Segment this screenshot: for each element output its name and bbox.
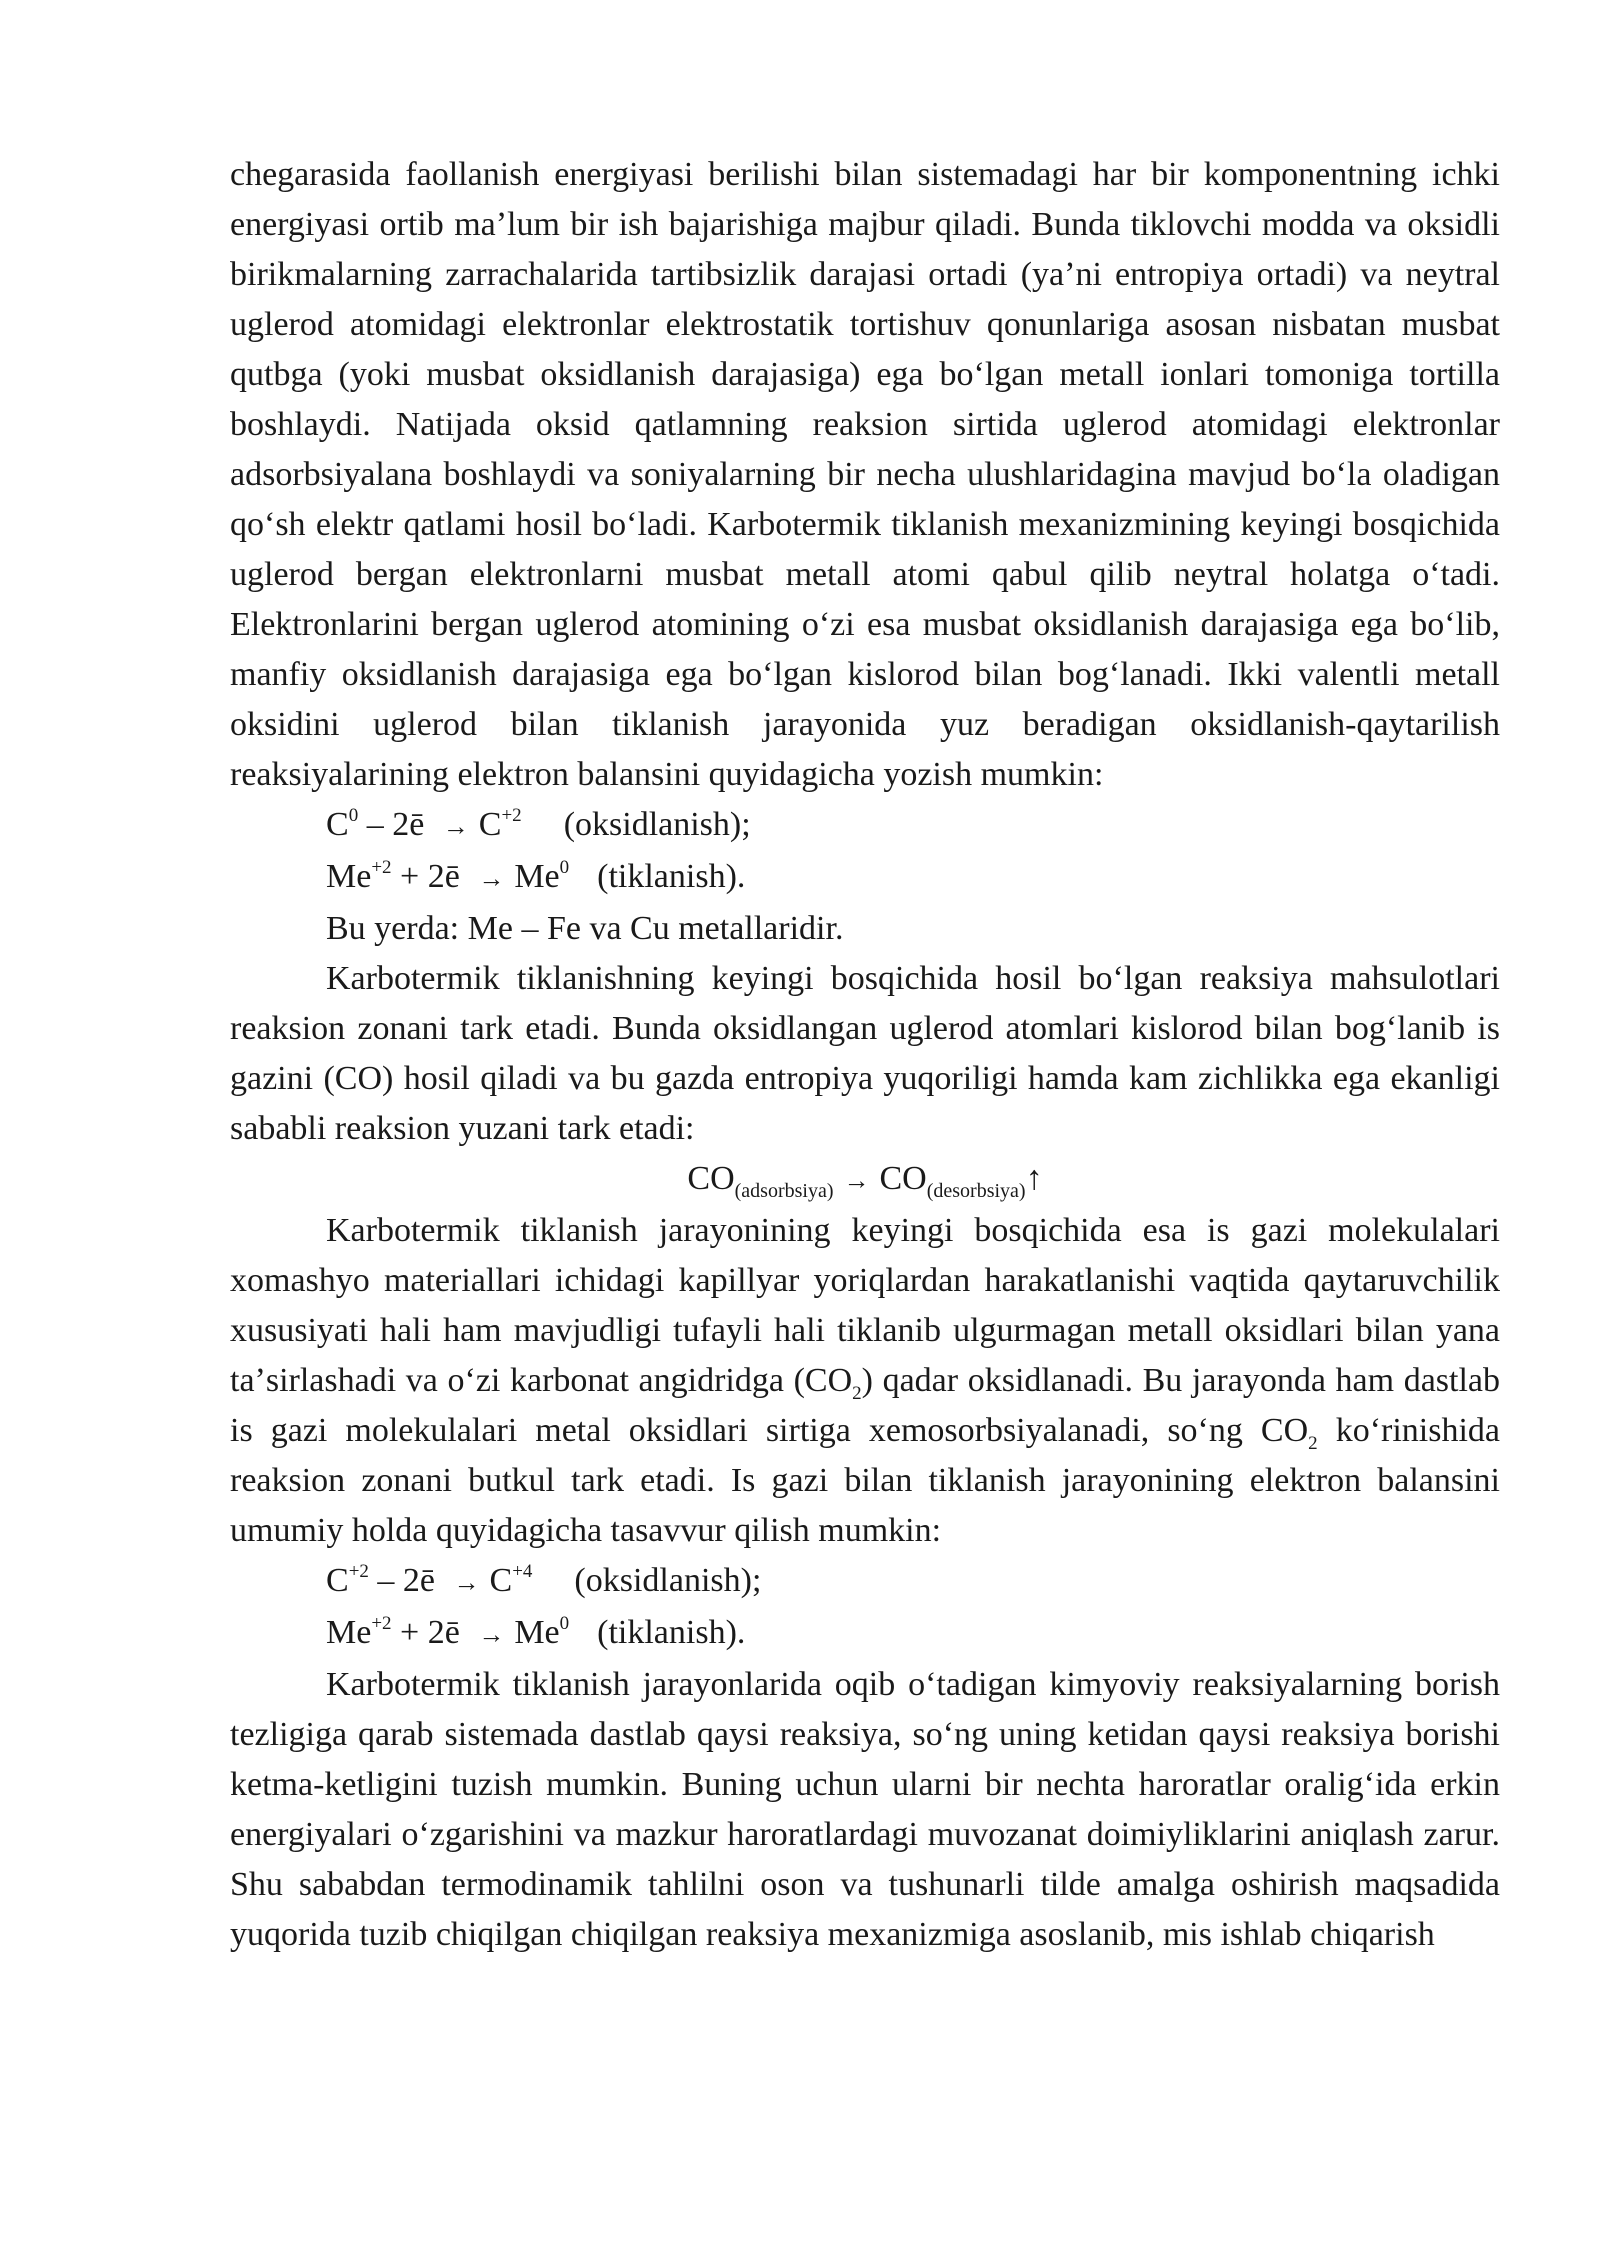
paragraph-kinetics: Karbotermik tiklanish jarayonlarida oqib oʻtadigan kimyoviy reaksiyalarning borish tezligiga qarab sistemada dastlab qaysi reaksiya, soʻng uning ketidan qaysi reaksiya borishi ketma-ketligini tuzish mumkin. Buning uchun ularni bir nechta haroratlar oraligʻida erkin energiyalari oʻzgarishini va mazkur haroratlardagi muvozanat doimiyliklarini aniqlash zarur. Shu sababdan termodinamik tahlilni oson va tushunarli tilde amalga oshirish maqsadida yuqorida tuzib chiqilgan chiqilgan reaksiya mexanizmiga asoslanib, mis ishlab chiqarish [230,1666,1500,1953]
eq-superscript: +4 [512,1560,533,1582]
eq-term: C [326,806,349,843]
text-run: ) qadar oksidlanadi. Bu jarayonda ham dastlab is gazi molekulalari metal oksidlari sirtiga xemosorbsiyalanadi, soʻng CO [230,1362,1501,1449]
arrow-icon: → [478,1620,505,1649]
text-run: koʻrinishida reaksion zonani butkul tark etadi. Is gazi bilan tiklanish jarayonining elektron balansini umumiy holda quyidagicha tasavvur qilish mumkin: [230,1412,1501,1549]
eq-term: C [478,806,502,843]
eq-subscript: 2 [1308,1432,1318,1454]
paragraph-intro: chegarasida faollanish energiyasi berilishi bilan sistemadagi har bir komponentning ichki energiyasi ortib maʼlum bir ish bajarishiga majbur qiladi. Bunda tiklovchi modda va oksidli birikmalarning zarrachalarida tartibsizlik darajasi ortadi (yaʼni entropiya ortadi) va neytral uglerod atomidagi elektronlar elektrostatik tortishuv qonunlariga asosan nisbatan musbat qutbga (yoki musbat oksidlanish darajasiga) ega boʻlgan metall ionlari tomoniga tortilla boshlaydi. Natijada oksid qatlamning reaksion sirtida uglerod atomidagi elektronlar adsorbsiyalana boshlaydi va soniyalarning bir necha ulushlaridagina mavjud boʻla oladigan qoʻsh elektr qatlami hosil boʻladi. Karbotermik tiklanish mexanizmining keyingi bosqichida uglerod bergan elektronlarni musbat metall atomi qabul qilib neytral holatga oʻtadi. Elektronlarini bergan uglerod atomining oʻzi esa musbat oksidlanish darajasiga ega boʻlib, manfiy oksidlanish darajasiga ega boʻlgan kislorod bilan bogʻlanadi. Ikki valentli metall oksidini uglerod bilan tiklanish jarayonida yuz beradigan oksidlanish-qaytarilish reaksiyalarining elektron balansini quyidagicha yozish mumkin: [230,156,1500,793]
eq-term: Me [514,858,560,895]
eq-superscript: +2 [501,804,522,826]
equation-co-desorption [230,1154,1500,1206]
eq-term: Me [326,1614,372,1651]
arrow-icon: → [442,812,469,841]
eq-superscript: 0 [348,804,359,826]
eq-subscript: (adsorbsiya) [734,1179,834,1202]
eq-note: (tiklanish). [597,1614,746,1651]
eq-subscript: (desorbsiya) [926,1179,1026,1202]
eq-term: Me [326,858,372,895]
eq-superscript: +2 [371,856,392,878]
document-page [230,150,1500,1960]
eq-superscript: 0 [559,1612,570,1634]
eq-operator: + 2ē [391,1614,469,1651]
paragraph-co-oxidation [230,1206,1500,1556]
eq-operator: – 2ē [358,806,433,843]
eq-subscript: 2 [852,1382,862,1404]
eq-operator: + 2ē [391,858,469,895]
eq-term: C [489,1562,513,1599]
eq-operator: – 2ē [368,1562,444,1599]
eq-note: (oksidlanish); [574,1562,762,1599]
equation-oxidation-co [326,1556,1500,1608]
eq-superscript: +2 [371,1612,392,1634]
eq-term: CO [687,1160,735,1197]
eq-term: C [326,1562,349,1599]
text-run: Karbotermik tiklanish jarayonining keyingi bosqichida esa is gazi molekulalari xomashyo materiallari ichidagi kapillyar yoriqlardan harakatlanishi vaqtida qaytaruvchilik xususiyati hali ham mavjudligi tufayli hali tiklanib ulgurmagan metall oksidlari bilan yana taʼsirlashadi va oʻzi karbonat angidridga (CO [230,1212,1500,1399]
up-arrow-icon: ↑ [1025,1160,1043,1197]
arrow-icon: → [843,1166,870,1195]
equation-reduction-metal-2 [326,1608,1500,1660]
arrow-icon: → [453,1568,480,1597]
eq-superscript: +2 [348,1560,369,1582]
equation-oxidation-carbon [326,800,1500,852]
eq-superscript: 0 [559,856,570,878]
eq-note: (oksidlanish); [563,806,751,843]
eq-term: Me [514,1614,560,1651]
where-line: Bu yerda: Me – Fe va Cu metallaridir. [326,910,844,947]
arrow-icon: → [478,864,505,893]
paragraph-products: Karbotermik tiklanishning keyingi bosqichida hosil boʻlgan reaksiya mahsulotlari reaksion zonani tark etadi. Bunda oksidlangan uglerod atomlari kislorod bilan bogʻlanib is gazini (CO) hosil qiladi va bu gazda entropiya yuqoriligi hamda kam zichlikka ega ekanligi sababli reaksion yuzani tark etadi: [230,960,1500,1147]
eq-term: CO [879,1160,927,1197]
eq-note: (tiklanish). [597,858,746,895]
equation-reduction-metal [326,852,1500,904]
